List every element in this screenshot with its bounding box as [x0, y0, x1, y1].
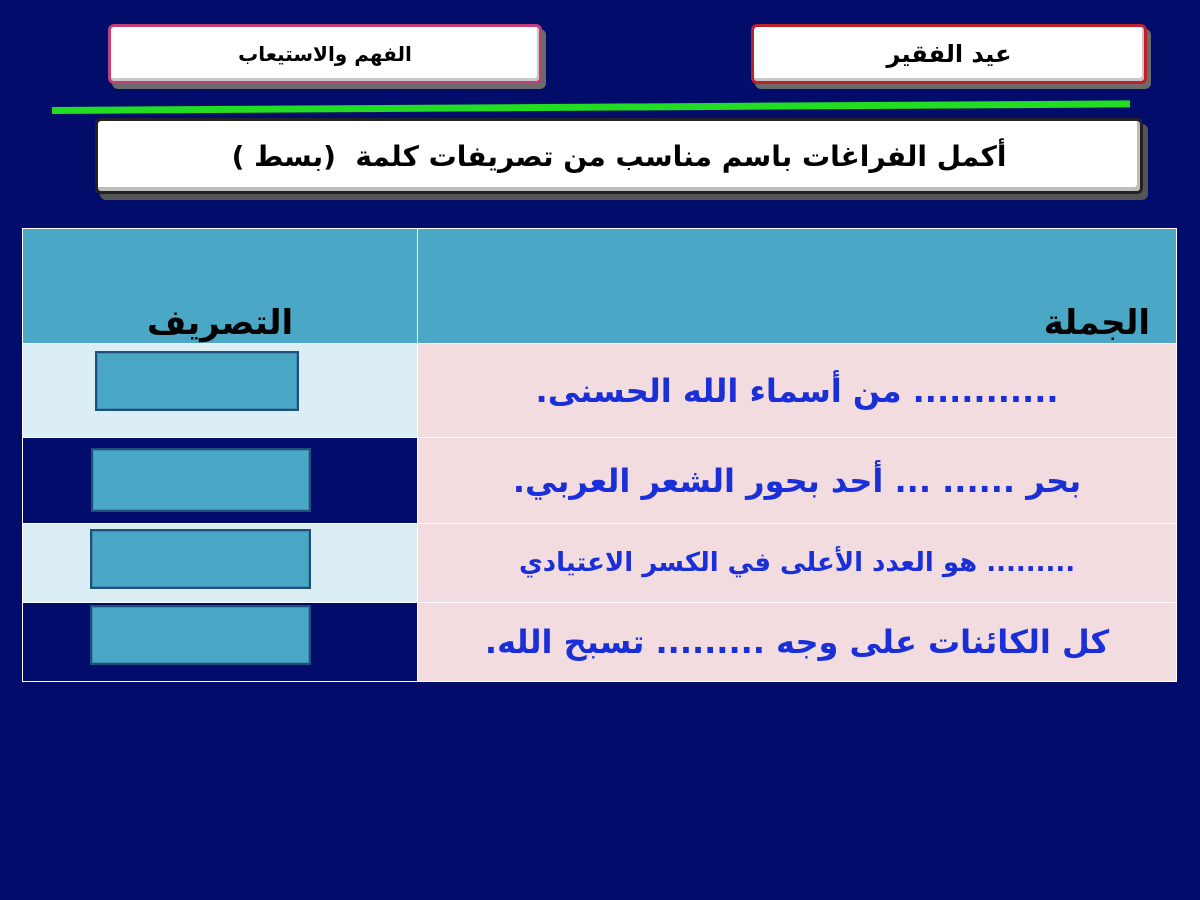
answer-box[interactable]: [91, 448, 311, 512]
form-cell: [23, 344, 418, 438]
author-label: [751, 24, 1147, 84]
instruction-banner: [95, 118, 1143, 194]
accent-divider: [52, 100, 1130, 114]
table-row: [23, 524, 1177, 603]
answer-box[interactable]: [95, 351, 299, 411]
section-label: [108, 24, 542, 84]
table-row: [23, 438, 1177, 524]
section-title: الفهم والاستيعاب: [238, 42, 412, 66]
instruction-text: أكمل الفراغات باسم مناسب من تصريفات كلمة (بسط ): [231, 139, 1007, 173]
sentence-cell: بحر ...... ... أحد بحور الشعر العربي.: [418, 438, 1177, 524]
sentence-cell: ......... هو العدد الأعلى في الكسر الاعتيادي: [418, 524, 1177, 603]
table-row: [23, 344, 1177, 438]
sentence-cell: كل الكائنات على وجه ......... تسبح الله.: [418, 603, 1177, 682]
table-header-row: [23, 229, 1177, 344]
form-cell: [23, 438, 418, 524]
column-header-sentence: الجملة: [418, 229, 1177, 344]
sentence-cell: ............ من أسماء الله الحسنى.: [418, 344, 1177, 438]
column-header-form: التصريف: [23, 229, 418, 344]
table-row: [23, 603, 1177, 682]
answer-box[interactable]: [90, 529, 311, 589]
form-cell: [23, 603, 418, 682]
answer-box[interactable]: [90, 605, 311, 665]
author-name: عيد الفقير: [886, 40, 1012, 68]
form-cell: [23, 524, 418, 603]
exercise-table: [22, 228, 1177, 682]
